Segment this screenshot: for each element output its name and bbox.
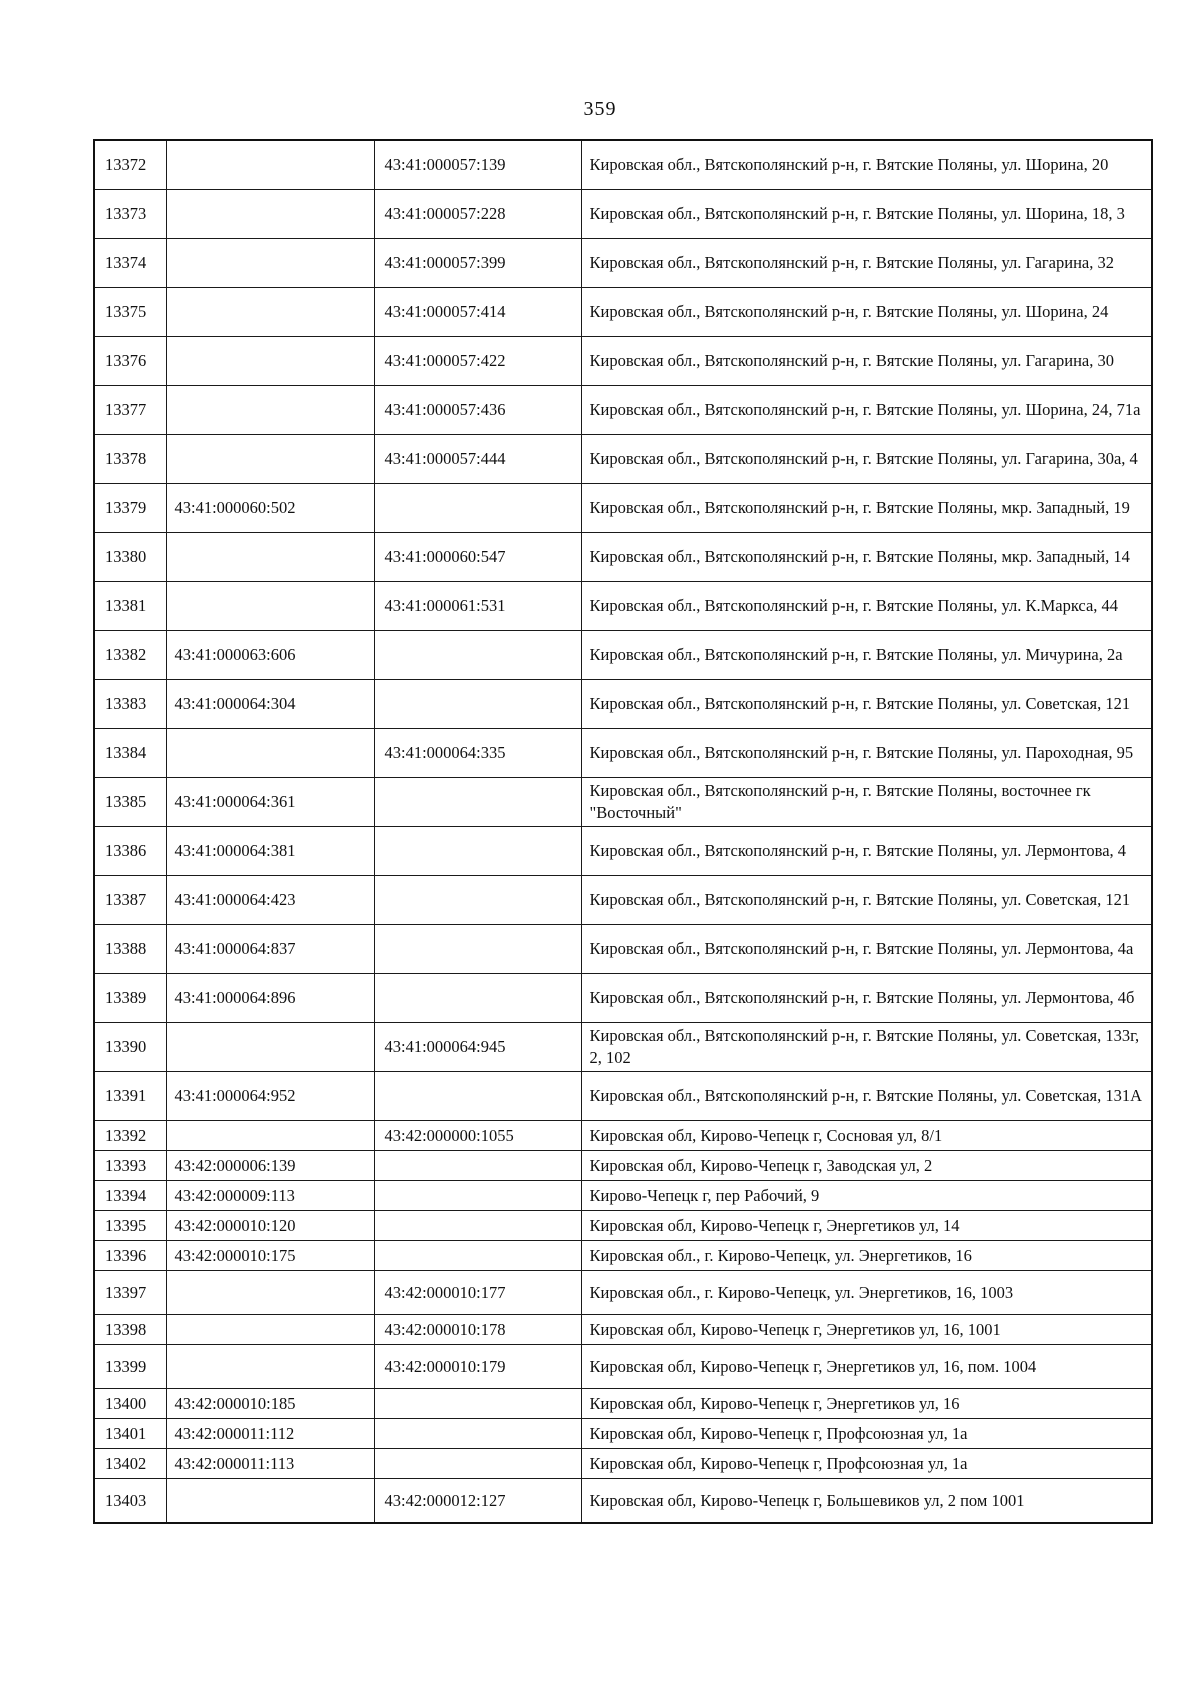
secondary-cadastral-number-cell: 43:41:000064:945: [374, 1023, 581, 1072]
table-row: [94, 1121, 1152, 1151]
secondary-cadastral-number-cell: [374, 484, 581, 533]
secondary-cadastral-number-cell: [374, 1419, 581, 1449]
table-row: [94, 1241, 1152, 1271]
address-cell: Кировская обл., Вятскополянский р-н, г. Вятские Поляны, ул. Советская, 131А: [581, 1072, 1152, 1121]
row-number-cell: 13375: [94, 288, 166, 337]
secondary-cadastral-number-cell: [374, 631, 581, 680]
row-number-cell: 13396: [94, 1241, 166, 1271]
cadastral-number-cell: 43:41:000060:502: [166, 484, 374, 533]
address-cell: Кировская обл, Кирово-Чепецк г, Профсоюзная ул, 1а: [581, 1419, 1152, 1449]
table-row: [94, 1181, 1152, 1211]
address-cell: Кировская обл., Вятскополянский р-н, г. Вятские Поляны, ул. Пароходная, 95: [581, 729, 1152, 778]
row-number-cell: 13385: [94, 778, 166, 827]
cadastral-number-cell: [166, 288, 374, 337]
row-number-cell: 13403: [94, 1479, 166, 1524]
cadastral-number-cell: [166, 140, 374, 190]
row-number-cell: 13384: [94, 729, 166, 778]
secondary-cadastral-number-cell: [374, 1151, 581, 1181]
row-number-cell: 13401: [94, 1419, 166, 1449]
table-row: [94, 631, 1152, 680]
table-row: [94, 925, 1152, 974]
table-row: [94, 729, 1152, 778]
address-cell: Кировская обл., Вятскополянский р-н, г. Вятские Поляны, ул. Шорина, 24, 71а: [581, 386, 1152, 435]
secondary-cadastral-number-cell: [374, 680, 581, 729]
table-row: [94, 1419, 1152, 1449]
table-row: [94, 974, 1152, 1023]
address-cell: Кировская обл, Кирово-Чепецк г, Энергетиков ул, 16, пом. 1004: [581, 1345, 1152, 1389]
address-cell: Кировская обл, Кирово-Чепецк г, Энергетиков ул, 16, 1001: [581, 1315, 1152, 1345]
row-number-cell: 13387: [94, 876, 166, 925]
table-row: [94, 1345, 1152, 1389]
secondary-cadastral-number-cell: 43:41:000057:422: [374, 337, 581, 386]
address-cell: Кировская обл., Вятскополянский р-н, г. Вятские Поляны, мкр. Западный, 14: [581, 533, 1152, 582]
table-row: [94, 876, 1152, 925]
cadastral-number-cell: 43:41:000064:837: [166, 925, 374, 974]
row-number-cell: 13402: [94, 1449, 166, 1479]
cadastral-number-cell: [166, 1479, 374, 1524]
cadastral-number-cell: [166, 435, 374, 484]
secondary-cadastral-number-cell: [374, 827, 581, 876]
secondary-cadastral-number-cell: 43:42:000000:1055: [374, 1121, 581, 1151]
table-row: [94, 484, 1152, 533]
row-number-cell: 13399: [94, 1345, 166, 1389]
table-row: [94, 1315, 1152, 1345]
cadastral-number-cell: [166, 1345, 374, 1389]
secondary-cadastral-number-cell: [374, 1241, 581, 1271]
secondary-cadastral-number-cell: [374, 1072, 581, 1121]
secondary-cadastral-number-cell: 43:42:000010:178: [374, 1315, 581, 1345]
address-cell: Кировская обл., Вятскополянский р-н, г. Вятские Поляны, ул. К.Маркса, 44: [581, 582, 1152, 631]
address-cell: Кировская обл., Вятскополянский р-н, г. Вятские Поляны, ул. Лермонтова, 4б: [581, 974, 1152, 1023]
address-cell: Кировская обл., Вятскополянский р-н, г. Вятские Поляны, ул. Советская, 133г, 2, 102: [581, 1023, 1152, 1072]
secondary-cadastral-number-cell: 43:41:000057:139: [374, 140, 581, 190]
address-cell: Кировская обл, Кирово-Чепецк г, Заводская ул, 2: [581, 1151, 1152, 1181]
table-row: [94, 190, 1152, 239]
cadastral-number-cell: 43:42:000010:120: [166, 1211, 374, 1241]
cadastral-number-cell: 43:42:000010:185: [166, 1389, 374, 1419]
secondary-cadastral-number-cell: 43:41:000057:414: [374, 288, 581, 337]
address-cell: Кировская обл., Вятскополянский р-н, г. Вятские Поляны, ул. Советская, 121: [581, 876, 1152, 925]
cadastral-number-cell: 43:42:000011:113: [166, 1449, 374, 1479]
cadastral-number-cell: 43:41:000064:423: [166, 876, 374, 925]
address-cell: Кировская обл., Вятскополянский р-н, г. Вятские Поляны, ул. Мичурина, 2а: [581, 631, 1152, 680]
secondary-cadastral-number-cell: 43:42:000010:177: [374, 1271, 581, 1315]
cadastral-number-cell: [166, 1023, 374, 1072]
cadastral-number-cell: 43:41:000064:381: [166, 827, 374, 876]
row-number-cell: 13390: [94, 1023, 166, 1072]
secondary-cadastral-number-cell: 43:41:000057:444: [374, 435, 581, 484]
table-row: [94, 680, 1152, 729]
row-number-cell: 13386: [94, 827, 166, 876]
secondary-cadastral-number-cell: 43:41:000061:531: [374, 582, 581, 631]
row-number-cell: 13373: [94, 190, 166, 239]
table-row: [94, 1023, 1152, 1072]
secondary-cadastral-number-cell: [374, 1211, 581, 1241]
address-cell: Кировская обл, Кирово-Чепецк г, Сосновая ул, 8/1: [581, 1121, 1152, 1151]
cadastral-number-cell: [166, 190, 374, 239]
row-number-cell: 13381: [94, 582, 166, 631]
row-number-cell: 13377: [94, 386, 166, 435]
cadastral-number-cell: [166, 1121, 374, 1151]
cadastral-number-cell: [166, 386, 374, 435]
secondary-cadastral-number-cell: 43:41:000060:547: [374, 533, 581, 582]
address-cell: Кировская обл., Вятскополянский р-н, г. Вятские Поляны, ул. Советская, 121: [581, 680, 1152, 729]
row-number-cell: 13388: [94, 925, 166, 974]
cadastral-number-cell: [166, 1271, 374, 1315]
address-cell: Кировская обл., Вятскополянский р-н, г. Вятские Поляны, восточнее гк "Восточный": [581, 778, 1152, 827]
address-cell: Кировская обл., Вятскополянский р-н, г. Вятские Поляны, ул. Лермонтова, 4а: [581, 925, 1152, 974]
address-cell: Кировская обл., г. Кирово-Чепецк, ул. Энергетиков, 16, 1003: [581, 1271, 1152, 1315]
table-row: [94, 140, 1152, 190]
row-number-cell: 13394: [94, 1181, 166, 1211]
address-cell: Кировская обл., Вятскополянский р-н, г. Вятские Поляны, ул. Лермонтова, 4: [581, 827, 1152, 876]
row-number-cell: 13398: [94, 1315, 166, 1345]
table-row: [94, 288, 1152, 337]
secondary-cadastral-number-cell: [374, 876, 581, 925]
address-cell: Кировская обл, Кирово-Чепецк г, Большевиков ул, 2 пом 1001: [581, 1479, 1152, 1524]
table-row: [94, 1389, 1152, 1419]
secondary-cadastral-number-cell: [374, 925, 581, 974]
row-number-cell: 13382: [94, 631, 166, 680]
address-cell: Кировская обл., Вятскополянский р-н, г. Вятские Поляны, мкр. Западный, 19: [581, 484, 1152, 533]
address-cell: Кировская обл., Вятскополянский р-н, г. Вятские Поляны, ул. Шорина, 24: [581, 288, 1152, 337]
secondary-cadastral-number-cell: [374, 778, 581, 827]
cadastral-number-cell: 43:41:000064:896: [166, 974, 374, 1023]
row-number-cell: 13391: [94, 1072, 166, 1121]
secondary-cadastral-number-cell: 43:41:000057:228: [374, 190, 581, 239]
cadastral-number-cell: [166, 582, 374, 631]
cadastral-number-cell: [166, 533, 374, 582]
cadastral-number-cell: [166, 239, 374, 288]
secondary-cadastral-number-cell: [374, 1181, 581, 1211]
cadastral-number-cell: 43:41:000064:304: [166, 680, 374, 729]
table-row: [94, 1271, 1152, 1315]
address-cell: Кировская обл, Кирово-Чепецк г, Профсоюзная ул, 1а: [581, 1449, 1152, 1479]
address-cell: Кировская обл., Вятскополянский р-н, г. Вятские Поляны, ул. Шорина, 18, 3: [581, 190, 1152, 239]
address-cell: Кировская обл., г. Кирово-Чепецк, ул. Энергетиков, 16: [581, 1241, 1152, 1271]
address-cell: Кировская обл., Вятскополянский р-н, г. Вятские Поляны, ул. Гагарина, 30а, 4: [581, 435, 1152, 484]
address-cell: Кировская обл., Вятскополянский р-н, г. Вятские Поляны, ул. Гагарина, 32: [581, 239, 1152, 288]
table-row: [94, 582, 1152, 631]
secondary-cadastral-number-cell: 43:42:000010:179: [374, 1345, 581, 1389]
secondary-cadastral-number-cell: 43:41:000057:399: [374, 239, 581, 288]
row-number-cell: 13389: [94, 974, 166, 1023]
cadastral-number-cell: 43:42:000011:112: [166, 1419, 374, 1449]
row-number-cell: 13372: [94, 140, 166, 190]
address-cell: Кирово-Чепецк г, пер Рабочий, 9: [581, 1181, 1152, 1211]
row-number-cell: 13376: [94, 337, 166, 386]
secondary-cadastral-number-cell: [374, 974, 581, 1023]
table-row: [94, 1151, 1152, 1181]
table-row: [94, 1479, 1152, 1524]
table-row: [94, 1211, 1152, 1241]
row-number-cell: 13378: [94, 435, 166, 484]
table-row: [94, 386, 1152, 435]
cadastral-number-cell: 43:42:000006:139: [166, 1151, 374, 1181]
secondary-cadastral-number-cell: [374, 1389, 581, 1419]
row-number-cell: 13400: [94, 1389, 166, 1419]
secondary-cadastral-number-cell: [374, 1449, 581, 1479]
page-number: 359: [583, 98, 617, 120]
cadastral-number-cell: [166, 1315, 374, 1345]
table-row: [94, 239, 1152, 288]
cadastral-number-cell: 43:42:000010:175: [166, 1241, 374, 1271]
table-body: [94, 140, 1152, 1523]
address-cell: Кировская обл., Вятскополянский р-н, г. Вятские Поляны, ул. Гагарина, 30: [581, 337, 1152, 386]
row-number-cell: 13374: [94, 239, 166, 288]
cadastral-number-cell: 43:41:000063:606: [166, 631, 374, 680]
property-table: [93, 139, 1153, 1524]
table-row: [94, 533, 1152, 582]
secondary-cadastral-number-cell: 43:41:000057:436: [374, 386, 581, 435]
table-row: [94, 827, 1152, 876]
row-number-cell: 13392: [94, 1121, 166, 1151]
table-row: [94, 1449, 1152, 1479]
address-cell: Кировская обл, Кирово-Чепецк г, Энергетиков ул, 14: [581, 1211, 1152, 1241]
row-number-cell: 13395: [94, 1211, 166, 1241]
secondary-cadastral-number-cell: 43:41:000064:335: [374, 729, 581, 778]
address-cell: Кировская обл, Кирово-Чепецк г, Энергетиков ул, 16: [581, 1389, 1152, 1419]
address-cell: Кировская обл., Вятскополянский р-н, г. Вятские Поляны, ул. Шорина, 20: [581, 140, 1152, 190]
table-row: [94, 435, 1152, 484]
row-number-cell: 13383: [94, 680, 166, 729]
cadastral-number-cell: 43:41:000064:952: [166, 1072, 374, 1121]
row-number-cell: 13379: [94, 484, 166, 533]
secondary-cadastral-number-cell: 43:42:000012:127: [374, 1479, 581, 1524]
cadastral-number-cell: [166, 729, 374, 778]
row-number-cell: 13393: [94, 1151, 166, 1181]
row-number-cell: 13380: [94, 533, 166, 582]
table-row: [94, 1072, 1152, 1121]
table-row: [94, 778, 1152, 827]
cadastral-number-cell: 43:42:000009:113: [166, 1181, 374, 1211]
table-row: [94, 337, 1152, 386]
row-number-cell: 13397: [94, 1271, 166, 1315]
cadastral-number-cell: 43:41:000064:361: [166, 778, 374, 827]
cadastral-number-cell: [166, 337, 374, 386]
